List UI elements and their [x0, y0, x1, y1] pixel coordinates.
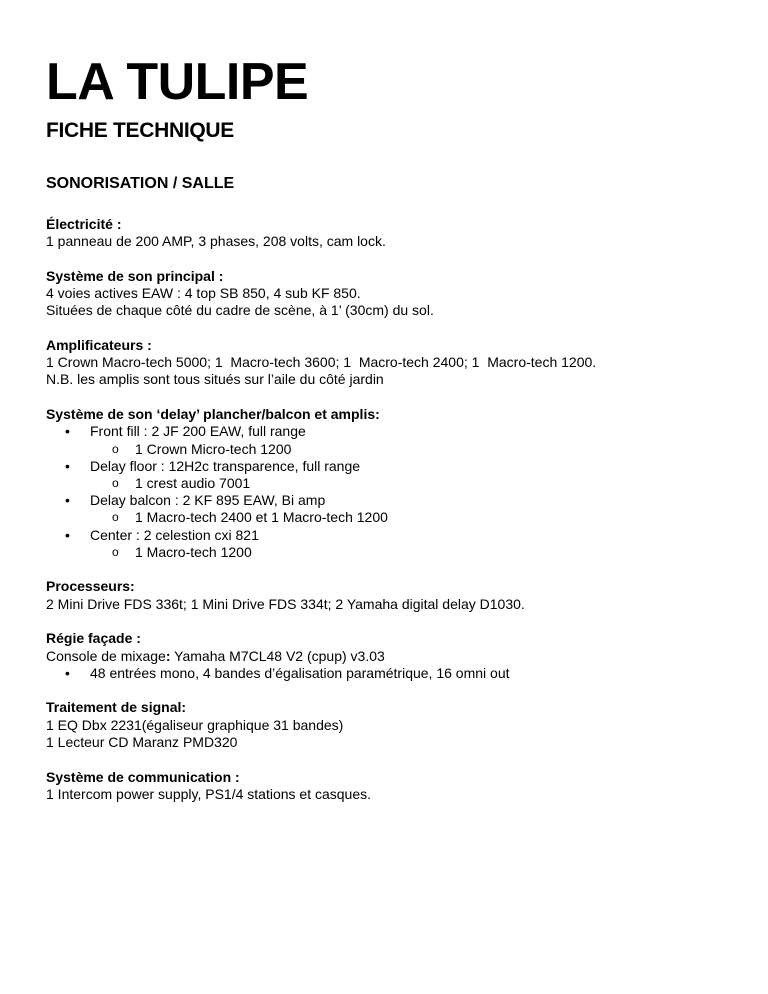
processeurs-line: 2 Mini Drive FDS 336t; 1 Mini Drive FDS 334t; 2 Yamaha digital delay D1030.: [46, 595, 525, 612]
amplificateurs-line: N.B. les amplis sont tous situés sur l’aile du côté jardin: [46, 371, 384, 388]
delay-list: [46, 423, 746, 561]
delay-block: [46, 406, 746, 561]
sub-list: [90, 441, 746, 458]
console-colon: :: [165, 647, 171, 664]
communication-block: [46, 769, 746, 803]
sub-list-item: [90, 475, 746, 492]
systeme-principal-line: 4 voies actives EAW : 4 top SB 850, 4 sub KF 850.: [46, 285, 361, 302]
electricite-block: [46, 216, 746, 250]
sub-list-item: [90, 441, 746, 458]
console-label: Console de mixage: [46, 647, 166, 664]
regie-heading: Régie façade :: [46, 630, 141, 647]
electricite-heading: Électricité :: [46, 216, 122, 232]
traitement-line: 1 Lecteur CD Maranz PMD320: [46, 733, 238, 750]
list-item-label: Center : 2 celestion cxi 821: [90, 526, 259, 543]
circle-bullet-icon: o: [112, 475, 119, 490]
amplificateurs-heading: Amplificateurs :: [46, 337, 152, 354]
circle-bullet-icon: o: [112, 441, 119, 456]
document-title: LA TULIPE: [46, 53, 309, 111]
list-item-label: 48 entrées mono, 4 bandes d’égalisation paramétrique, 16 omni out: [90, 664, 510, 681]
processeurs-heading: Processeurs:: [46, 578, 135, 595]
document-content: [46, 216, 746, 820]
delay-heading: Système de son ‘delay’ plancher/balcon et amplis:: [46, 406, 380, 423]
list-item: [46, 527, 746, 561]
amplificateurs-block: [46, 337, 746, 389]
circle-bullet-icon: o: [112, 510, 119, 525]
list-item: [46, 492, 746, 526]
list-item: [46, 665, 746, 682]
list-item-label: Delay floor : 12H2c transparence, full range: [90, 457, 361, 474]
sub-list-item: [90, 509, 746, 526]
bullet-icon: •: [65, 664, 70, 681]
document-subtitle: FICHE TECHNIQUE: [46, 119, 235, 142]
bullet-icon: •: [65, 423, 70, 440]
electricite-line: 1 panneau de 200 AMP, 3 phases, 208 volts, cam lock.: [46, 233, 386, 250]
sub-list-item-label: 1 Macro-tech 1200: [135, 543, 252, 560]
sub-list-item-label: 1 crest audio 7001: [135, 474, 251, 491]
regie-list: [46, 665, 746, 682]
list-item-label: Front fill : 2 JF 200 EAW, full range: [90, 423, 306, 440]
bullet-icon: •: [65, 457, 70, 474]
traitement-block: [46, 699, 746, 751]
bullet-icon: •: [65, 526, 70, 543]
sub-list: [90, 509, 746, 526]
bullet-icon: •: [65, 492, 70, 509]
amplificateurs-line: 1 Crown Macro-tech 5000; 1 Macro-tech 3600; 1 Macro-tech 2400; 1 Macro-tech 1200.: [46, 354, 597, 371]
communication-heading: Système de communication :: [46, 768, 240, 785]
sub-list: [90, 544, 746, 561]
systeme-principal-heading: Système de son principal :: [46, 267, 224, 284]
systeme-principal-line: Situées de chaque côté du cadre de scène, à 1’ (30cm) du sol.: [46, 302, 434, 319]
list-item: [46, 423, 746, 457]
section-heading: SONORISATION / SALLE: [46, 175, 235, 192]
console-value: Yamaha M7CL48 V2 (cpup) v3.03: [170, 647, 385, 664]
sub-list: [90, 475, 746, 492]
circle-bullet-icon: o: [112, 544, 119, 559]
communication-line: 1 Intercom power supply, PS1/4 stations et casques.: [46, 785, 372, 802]
processeurs-block: [46, 578, 746, 612]
traitement-line: 1 EQ Dbx 2231(égaliseur graphique 31 bandes): [46, 716, 344, 733]
sub-list-item-label: 1 Macro-tech 2400 et 1 Macro-tech 1200: [135, 509, 388, 526]
list-item-label: Delay balcon : 2 KF 895 EAW, Bi amp: [90, 492, 326, 509]
traitement-heading: Traitement de signal:: [46, 699, 187, 716]
systeme-principal-block: [46, 268, 746, 320]
sub-list-item: [90, 544, 746, 561]
sub-list-item-label: 1 Crown Micro-tech 1200: [135, 440, 292, 457]
list-item: [46, 458, 746, 492]
regie-block: [46, 630, 746, 682]
console-line: [46, 648, 746, 665]
